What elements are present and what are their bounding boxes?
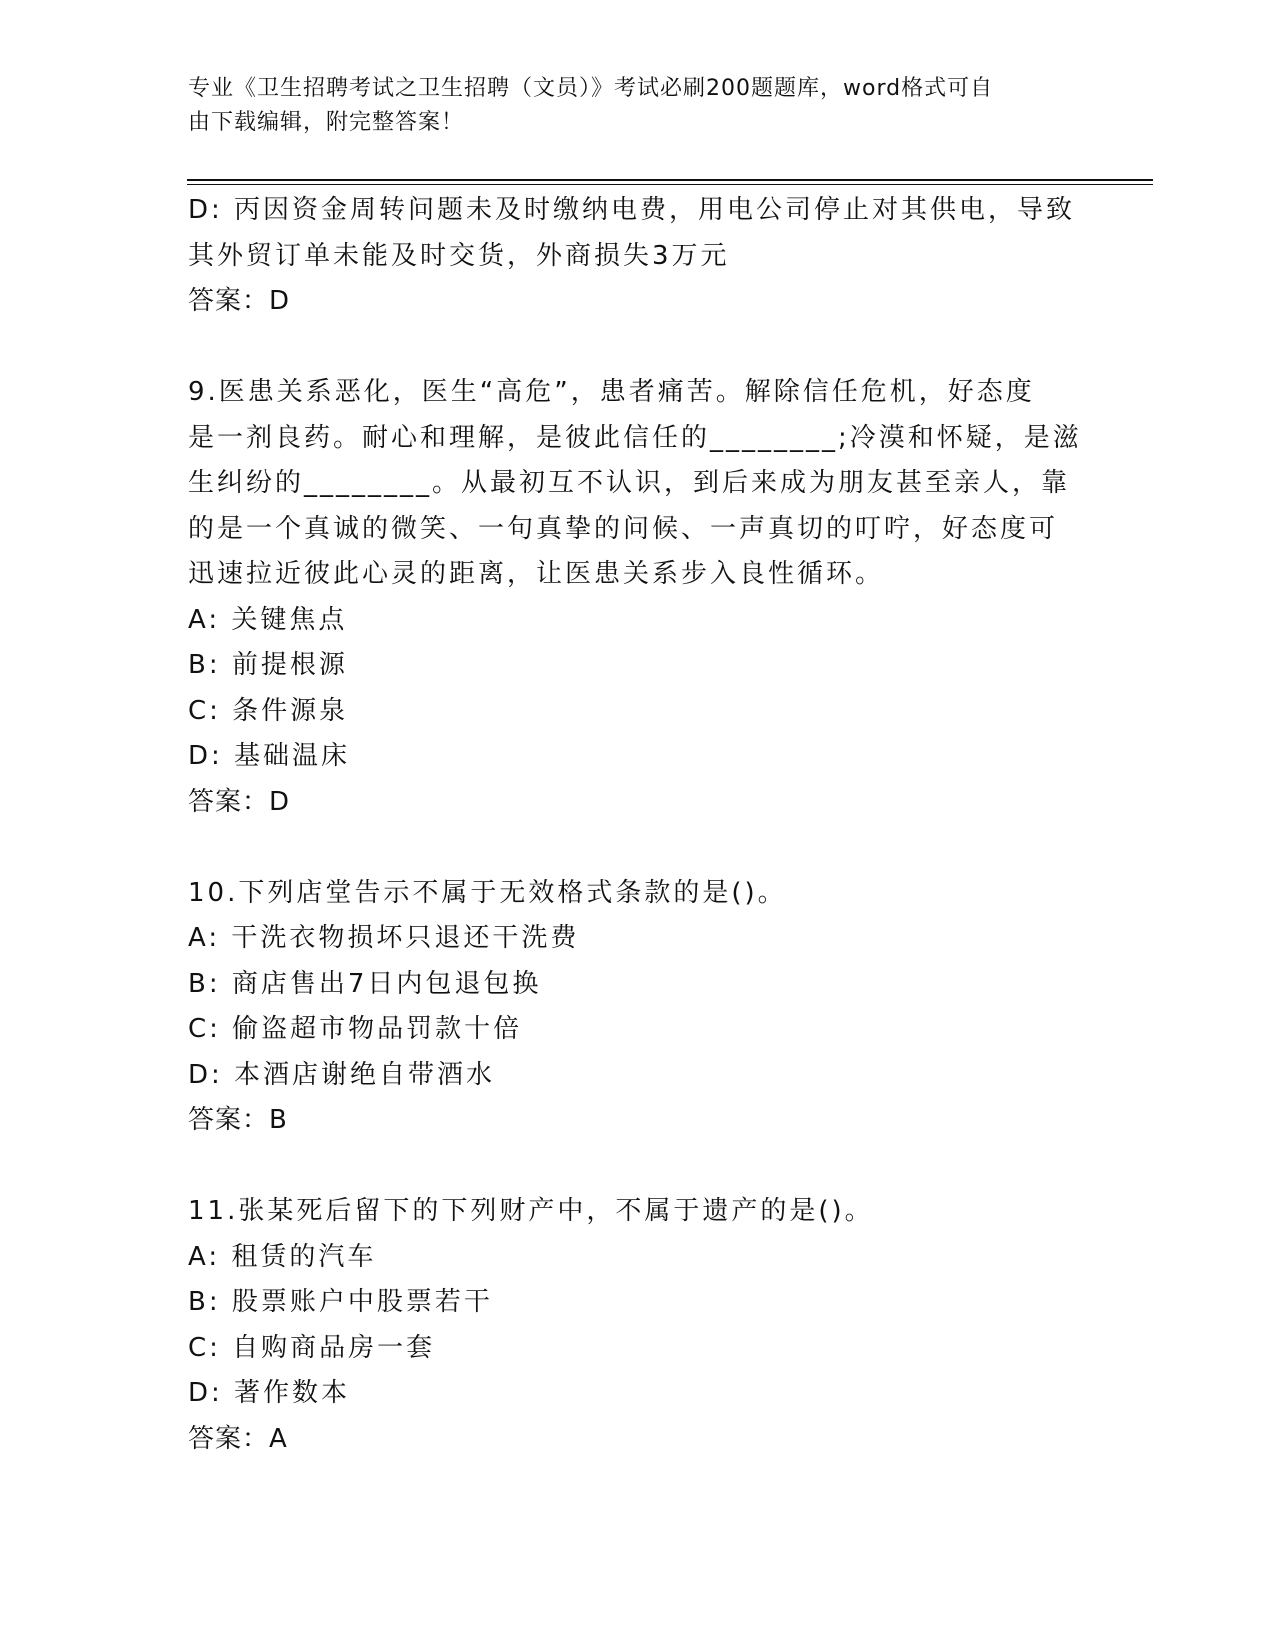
question-text-line: 迅速拉近彼此心灵的距离，让医患关系步入良性循环。 <box>188 559 885 589</box>
option-c: C: 自购商品房一套 <box>188 1332 436 1363</box>
document-header <box>188 72 1068 140</box>
question-text-line: 10.下列店堂告示不属于无效格式条款的是()。 <box>188 877 787 908</box>
option-d-continued: 其外贸订单未能及时交货，外商损失3万元 <box>188 240 730 271</box>
header-divider-thick <box>187 179 1153 181</box>
answer-line: 答案：D <box>188 786 291 817</box>
option-c: C: 偷盗超市物品罚款十倍 <box>188 1014 523 1044</box>
option-d: D: 丙因资金周转问题未及时缴纳电费，用电公司停止对其供电，导致 <box>188 195 1076 225</box>
answer-line: 答案：A <box>188 1423 288 1454</box>
question-text-line: 9.医患关系恶化，医生“高危”，患者痛苦。解除信任危机，好态度 <box>188 377 1035 407</box>
header-line-2: 由下载编辑，附完整答案！ <box>188 110 465 135</box>
header-divider-thin <box>187 184 1153 185</box>
option-b: B: 商店售出7日内包退包换 <box>188 968 542 999</box>
question-text-line: 是一剂良药。耐心和理解，是彼此信任的________;冷漠和怀疑，是滋 <box>188 422 1082 453</box>
answer-line: 答案：B <box>188 1105 288 1135</box>
question-10 <box>188 871 1088 1144</box>
document-body <box>188 188 1088 1462</box>
question-text-line: 生纠纷的________。从最初互不认识，到后来成为朋友甚至亲人，靠 <box>188 468 1071 498</box>
option-b: B: 前提根源 <box>188 650 348 680</box>
question-9 <box>188 370 1088 825</box>
question-text-line: 11.张某死后留下的下列财产中，不属于遗产的是()。 <box>188 1196 874 1226</box>
option-b: B: 股票账户中股票若干 <box>188 1287 493 1317</box>
option-d: D: 基础温床 <box>188 741 351 771</box>
previous-question-tail <box>188 188 1088 325</box>
question-text-line: 的是一个真诚的微笑、一句真挚的问候、一声真切的叮咛，好态度可 <box>188 513 1059 544</box>
option-a: A: 租赁的汽车 <box>188 1241 377 1272</box>
option-d: D: 本酒店谢绝自带酒水 <box>188 1059 496 1090</box>
option-d: D: 著作数本 <box>188 1378 351 1408</box>
question-11 <box>188 1189 1088 1462</box>
option-a: A: 干洗衣物损坏只退还干洗费 <box>188 923 580 953</box>
header-line-1: 专业《卫生招聘考试之卫生招聘（文员）》考试必刷200题题库，word格式可自 <box>188 76 994 101</box>
option-c: C: 条件源泉 <box>188 695 349 726</box>
option-a: A: 关键焦点 <box>188 604 348 635</box>
answer-line: 答案：D <box>188 286 291 316</box>
